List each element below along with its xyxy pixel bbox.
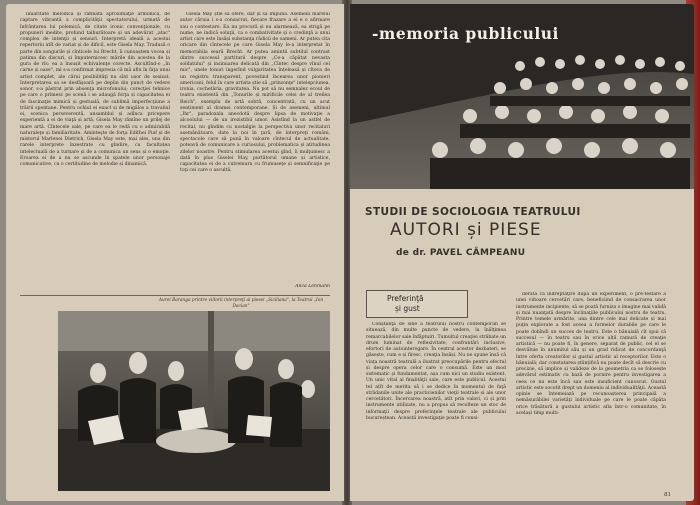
banner-title: -memoria publicului — [372, 24, 559, 43]
right-column-2 — [516, 292, 666, 490]
subheading-line-2: și gust — [395, 304, 420, 313]
divider — [20, 295, 330, 296]
left-column-1-text: liniaritate melodică și rafinată aproximaţie armonică, de captare vibrantă a complicităţii spectatorului, urmată de înfrântarea lui polemică, de citate ironic convenţionale, cu propuneri inedite, profund taiburătoare și un adevărat „atac" complex de intenţii și sensuri. Interpretă ideală a acestui repertoriu atît de variat și de dificil, este Gisela May. Tradusă o parte din songurile și cînticele lui Brecht, îi cunoaștem vocea și patima din discuri, și împuternicesc mările din acestea de la gura de rîs: ea a însușit echivalenţe corecte. Ascultînd-o „în carne și oase", mi s-a confirmat impresia că mă aflu în faţa unui artist complet, ale cărui posibilităţi nu sînt ușor de sesizat. Interpretarea sa se desfăşoară pe deplin din punct de vedere sonor, s-a păstrat prin absenţa microfonului; corecţiei tehnice pe care o primesc pe scenă i se adaugă forţa și capacitatea ei de fascinaţie mimică și gestuală, de sublimă imperfecţiune a trăirii spontane. Pentru ochiul ei exact și de migălos a travaliul ei, scenica perseverentă, ansamblul și adînca pricepere experientă a ei de viaţă și artă, Gisela May rămîne un prilej de mare artă. Cîntecele sale, pe care ea le redă cu o admirabilă naturaleţe și familiaritate. Aminteşte de forţa Edithei Piaf și de misterul Marlenei Dietrich, Gisela May este, mai ales, una din rarele interprete înzestrate cu gîndire, cu facultatea intelectuală de a turnare și de a comunica un sens și o emoţie. Eroarea ei de a nu se ascunde în spatele unor personaje comunicative, cu o certitudine de melodie și dinamică. — [20, 12, 170, 167]
right-column-1 — [366, 322, 506, 490]
rehearsal-photo — [58, 311, 330, 491]
left-column-1 — [20, 12, 170, 294]
subheading-line-1: Preferinţă — [387, 294, 424, 303]
right-column-2-text: derată ca îndreptăţire după un experiment, o pre-testare a unei viitoare cercetări care, beneficiind de consacrarea unor instrumente incipiente, să se poată furniza o imagine mai validă și mai nuanţată despre înclinaţiile publicului nostru de teatru. Printre temele urmărite, una dintre cele mai delicate și mai puţin explorate a fost aceea a formelor durabile pe care le poate dobîndi un succes de teatru. Este o bănuială cît spui că succesul — în teatru sau în orice altă ramură de creaţie artistică — nu poate fi, în genere, separat de public, cel el se desvăluie în anumitul său și un grad ridicat de concordanţă între oferta creatorilor și gustul artistic al receptorilor. Este o bănuială; dar constatarea științifică nu poate decît să descrie cu precizie, să implice și valideze de la geometria ca se folosește adevărul estimativ cu bază de pornire pentru investigarea a ceea ce nu este încă sau este insuficient cunoscut. Gustul artistic este socotit drept un domeniu al individualităţii. Această opinie se întemeiază pe recunoașterea principală a nemăsurăbilei varietăţi individuale pe care le poate căpăta orice trăsătură a gustului artistic afla într-o comunitate, în același timp multi- — [516, 292, 666, 416]
article-signature: Anca Lehmann — [295, 284, 330, 289]
series-title: STUDII DE SOCIOLOGIA TEATRULUI — [365, 206, 581, 218]
author-line: de dr. PAVEL CÂMPEANU — [396, 248, 526, 258]
article-title: AUTORI și PIESE — [390, 220, 542, 240]
photo-caption: Aurel Baranga printre viitorii interpreţi ai piesei „Siciliana", la Teatrul „Ion Dacian" — [158, 298, 324, 309]
right-page — [350, 4, 694, 501]
section-subheading — [366, 290, 468, 318]
left-page — [6, 4, 344, 501]
left-column-2-text: Gisela May știe să ofere, dar și să impună. Asemeni marelui autor căruia i s-a consacrat, fiecare frazare a ei e o afirmare sau o contestare. Ea nu procură și nu alarmează, ea strigă pe nume, ne indică soluţii, ca o combativitate și o credinţă a unui artist care este însăși substanţa rădicii de oameni. Ar putea cita oricare din cîntecele pe care Gisela May le-a interpretat în memorabila seară Brecht. Ar putea amintii subtilul contrast dintre succesul partiturii despre „Ce-a căpătat nevasta soldatului" și insinuarea delicată din „Cîntec despre vînul cel mic", unele tonuri ingerînd vulgaritatea înțeleasă și cîteva de un registru transparent, povestind încearea unor pionieri americani, felul în care artista știe să „prinzonţe" intelepciunea, ironia, cochetăria, gravitatea. Nu pot să nu semnalez ecoul de teatru existentă din „Tonurile și mirificile celei de al treilea Reich", exemplu de artă sobră, concentrată, cu un acut sentiment al dramei contemporane. Și de asemeni, ultimul „Ihr", paradoxala anecdotă despre lipsa de motivaţie a alcoolului — de un irezistibil umor. Asistînd la un astfel de recital, nu gîndim cu nostalgie la perspectiva unor recitaluri asemănătoare, date la noi în ţară, de interpreţi români, spectacole care să pună în valoare cîntecul de actualitate, poteavă de comunicare a curiosului, problematica și atitudinea zilelor noastre. Pentru stimularea acestui gînd, îi mulţumesc a dată în plus Giselei May, purtătorul umane și artistice, capacitatea ei de a cutremura cu frumuseţe și semnificaţie pe toţi cei care o ascultă. — [180, 12, 330, 174]
audience-photo-banner — [350, 4, 694, 189]
right-column-1-text: Conștiinţa de sine a teatrului nostru contemporan se situează, din multe puncte de vedere, la înălţimea remarcabilelor sale înfăptuiri. Tumultul creaţiei străbate un drum luminat de reflexivitate, confruntări inclusive, efortori de autointerogare. În centrul acestor dezbateri, se găsește, cum e și firesc, creaţia însăși. Nu ne spune însă că viaţa noastră teatrală a ilustrat preocupările pentru efectul și despre opera celor care o consumă. Este un mod sistematic și fundamentat, așa cum nici un studiu existent. Un unic vital al finalităţii sale, care este publicul. Acestui tel atît de merita să i se dedice în momentul de faţă strădanile unite ale practicienilor vieţii teatrale și ale unor cercetători. Încercarea noastră, atît prin valori, ci și prin instrumente utilizate, nu a propus să recolteze un stoc de informaţii despre preferinţele teatrale ale publicului bucureștean. Această investigaţie poate fi consi- — [366, 322, 506, 421]
left-column-2 — [180, 12, 330, 290]
page-number: 81 — [664, 492, 671, 498]
